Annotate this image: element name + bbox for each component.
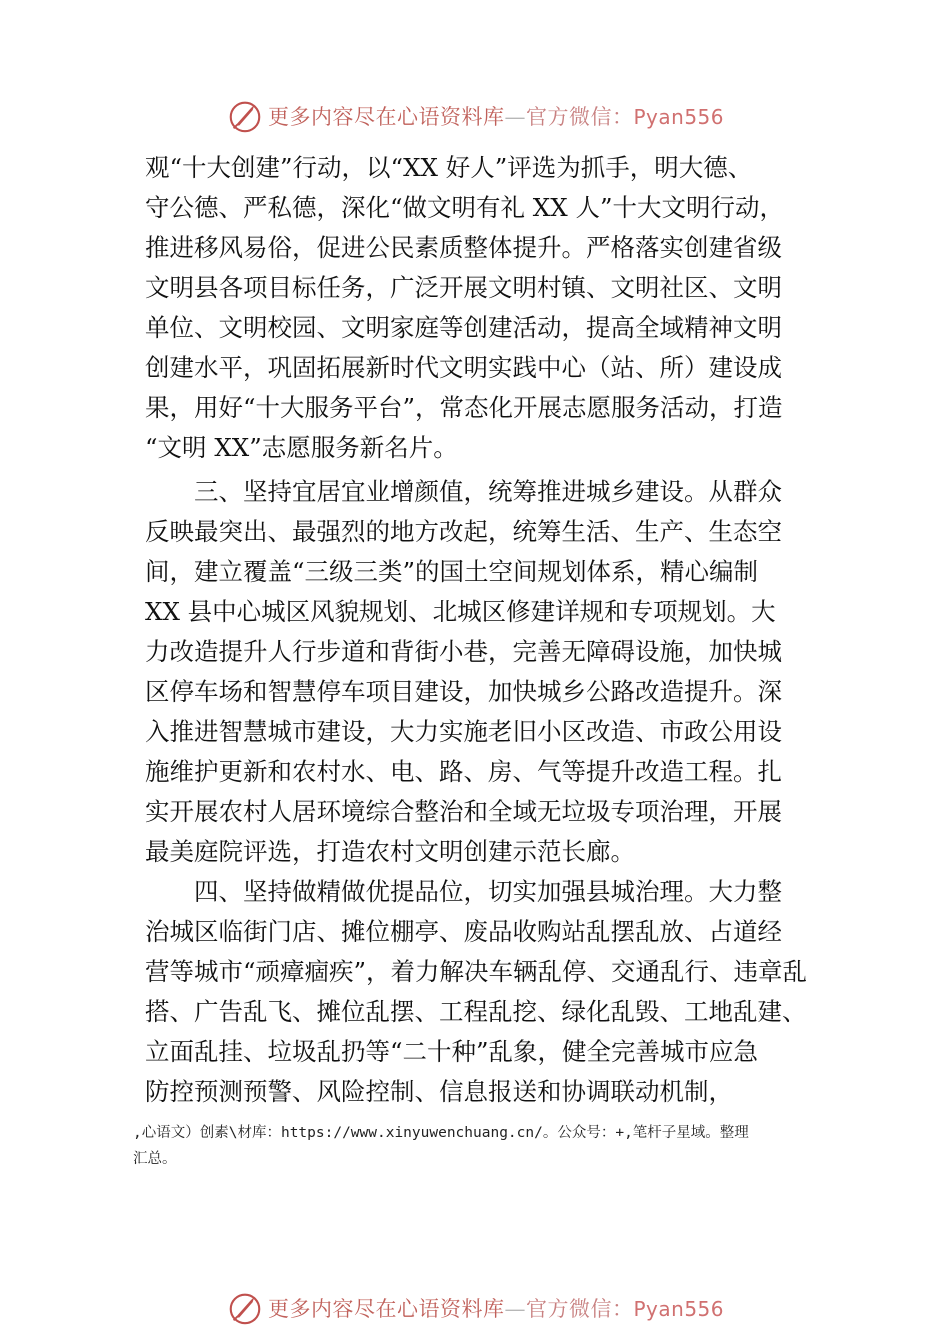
banner-wechat-id: Pyan556 [633,105,724,129]
text-line: 防控预测预警、风险控制、信息报送和协调联动机制， [145,1077,733,1106]
section-three-heading-line: 三、坚持宜居宜业增颜值，统筹推进城乡建设。从群众 [194,477,782,506]
text-line: 营等城市“顽瘴痼疾”，着力解决车辆乱停、交通乱行、违章乱 [145,957,808,986]
banner-wechat-label: 官方微信： [525,105,634,129]
text-line: 反映最突出、最强烈的地方改起，统筹生活、生产、生态空 [145,517,782,546]
text-line: 单位、文明校园、文明家庭等创建活动，提高全域精神文明 [145,313,782,342]
text-line: 治城区临街门店、摊位棚亭、废品收购站乱摆乱放、占道经 [145,917,782,946]
header-banner [0,94,950,138]
text-line: “文明 XX”志愿服务新名片。 [145,433,458,462]
text-line: 最美庭院评选，打造农村文明创建示范长廊。 [145,837,635,866]
text-line: 果，用好“十大服务平台”，常态化开展志愿服务活动，打造 [145,393,783,422]
text-line: 区停车场和智慧停车项目建设，加快城乡公路改造提升。深 [145,677,782,706]
footer-banner [0,1286,950,1330]
text-line: 力改造提升人行步道和背街小巷，完善无障碍设施，加快城 [145,637,782,666]
footnote-line: ,心语文）创素\材库：https://www.xinyuwenchuang.cn/。公众号：+,笔杆子星域。整理 [133,1125,749,1141]
text-line: 文明县各项目标任务，广泛开展文明村镇、文明社区、文明 [145,273,782,302]
text-line: 观“十大创建”行动，以“XX 好人”评选为抓手，明大德、 [145,153,753,182]
text-line: 立面乱挂、垃圾乱扔等“二十种”乱象，健全完善城市应急 [145,1037,759,1066]
banner-wechat-label: 官方微信： [525,1297,634,1321]
banner-main-text: 更多内容尽在心语资料库 [267,105,505,129]
text-line: 创建水平，巩固拓展新时代文明实践中心（站、所）建设成 [145,353,782,382]
quill-logo-icon [226,97,264,135]
text-line: 守公德、严私德，深化“做文明有礼 XX 人”十大文明行动， [145,193,785,222]
banner-main-text: 更多内容尽在心语资料库 [267,1297,505,1321]
banner-separator: — [504,1297,526,1321]
footnote [133,1120,845,1172]
footnote-line: 汇总。 [133,1151,177,1167]
document-body [145,148,845,1112]
text-line: 施维护更新和农村水、电、路、房、气等提升改造工程。扎 [145,757,782,786]
banner-separator: — [504,105,526,129]
text-line: 搭、广告乱飞、摊位乱摆、工程乱挖、绿化乱毁、工地乱建、 [145,997,807,1026]
text-line: 间，建立覆盖“三级三类”的国土空间规划体系，精心编制 [145,557,759,586]
text-line: 入推进智慧城市建设，大力实施老旧小区改造、市政公用设 [145,717,782,746]
text-line: 实开展农村人居环境综合整治和全域无垃圾专项治理，开展 [145,797,782,826]
text-line: XX 县中心城区风貌规划、北城区修建详规和专项规划。大 [145,597,776,626]
banner-wechat-id: Pyan556 [633,1297,724,1321]
quill-logo-icon [226,1289,264,1327]
section-four-heading-line: 四、坚持做精做优提品位，切实加强县城治理。大力整 [194,877,782,906]
text-line: 推进移风易俗，促进公民素质整体提升。严格落实创建省级 [145,233,782,262]
